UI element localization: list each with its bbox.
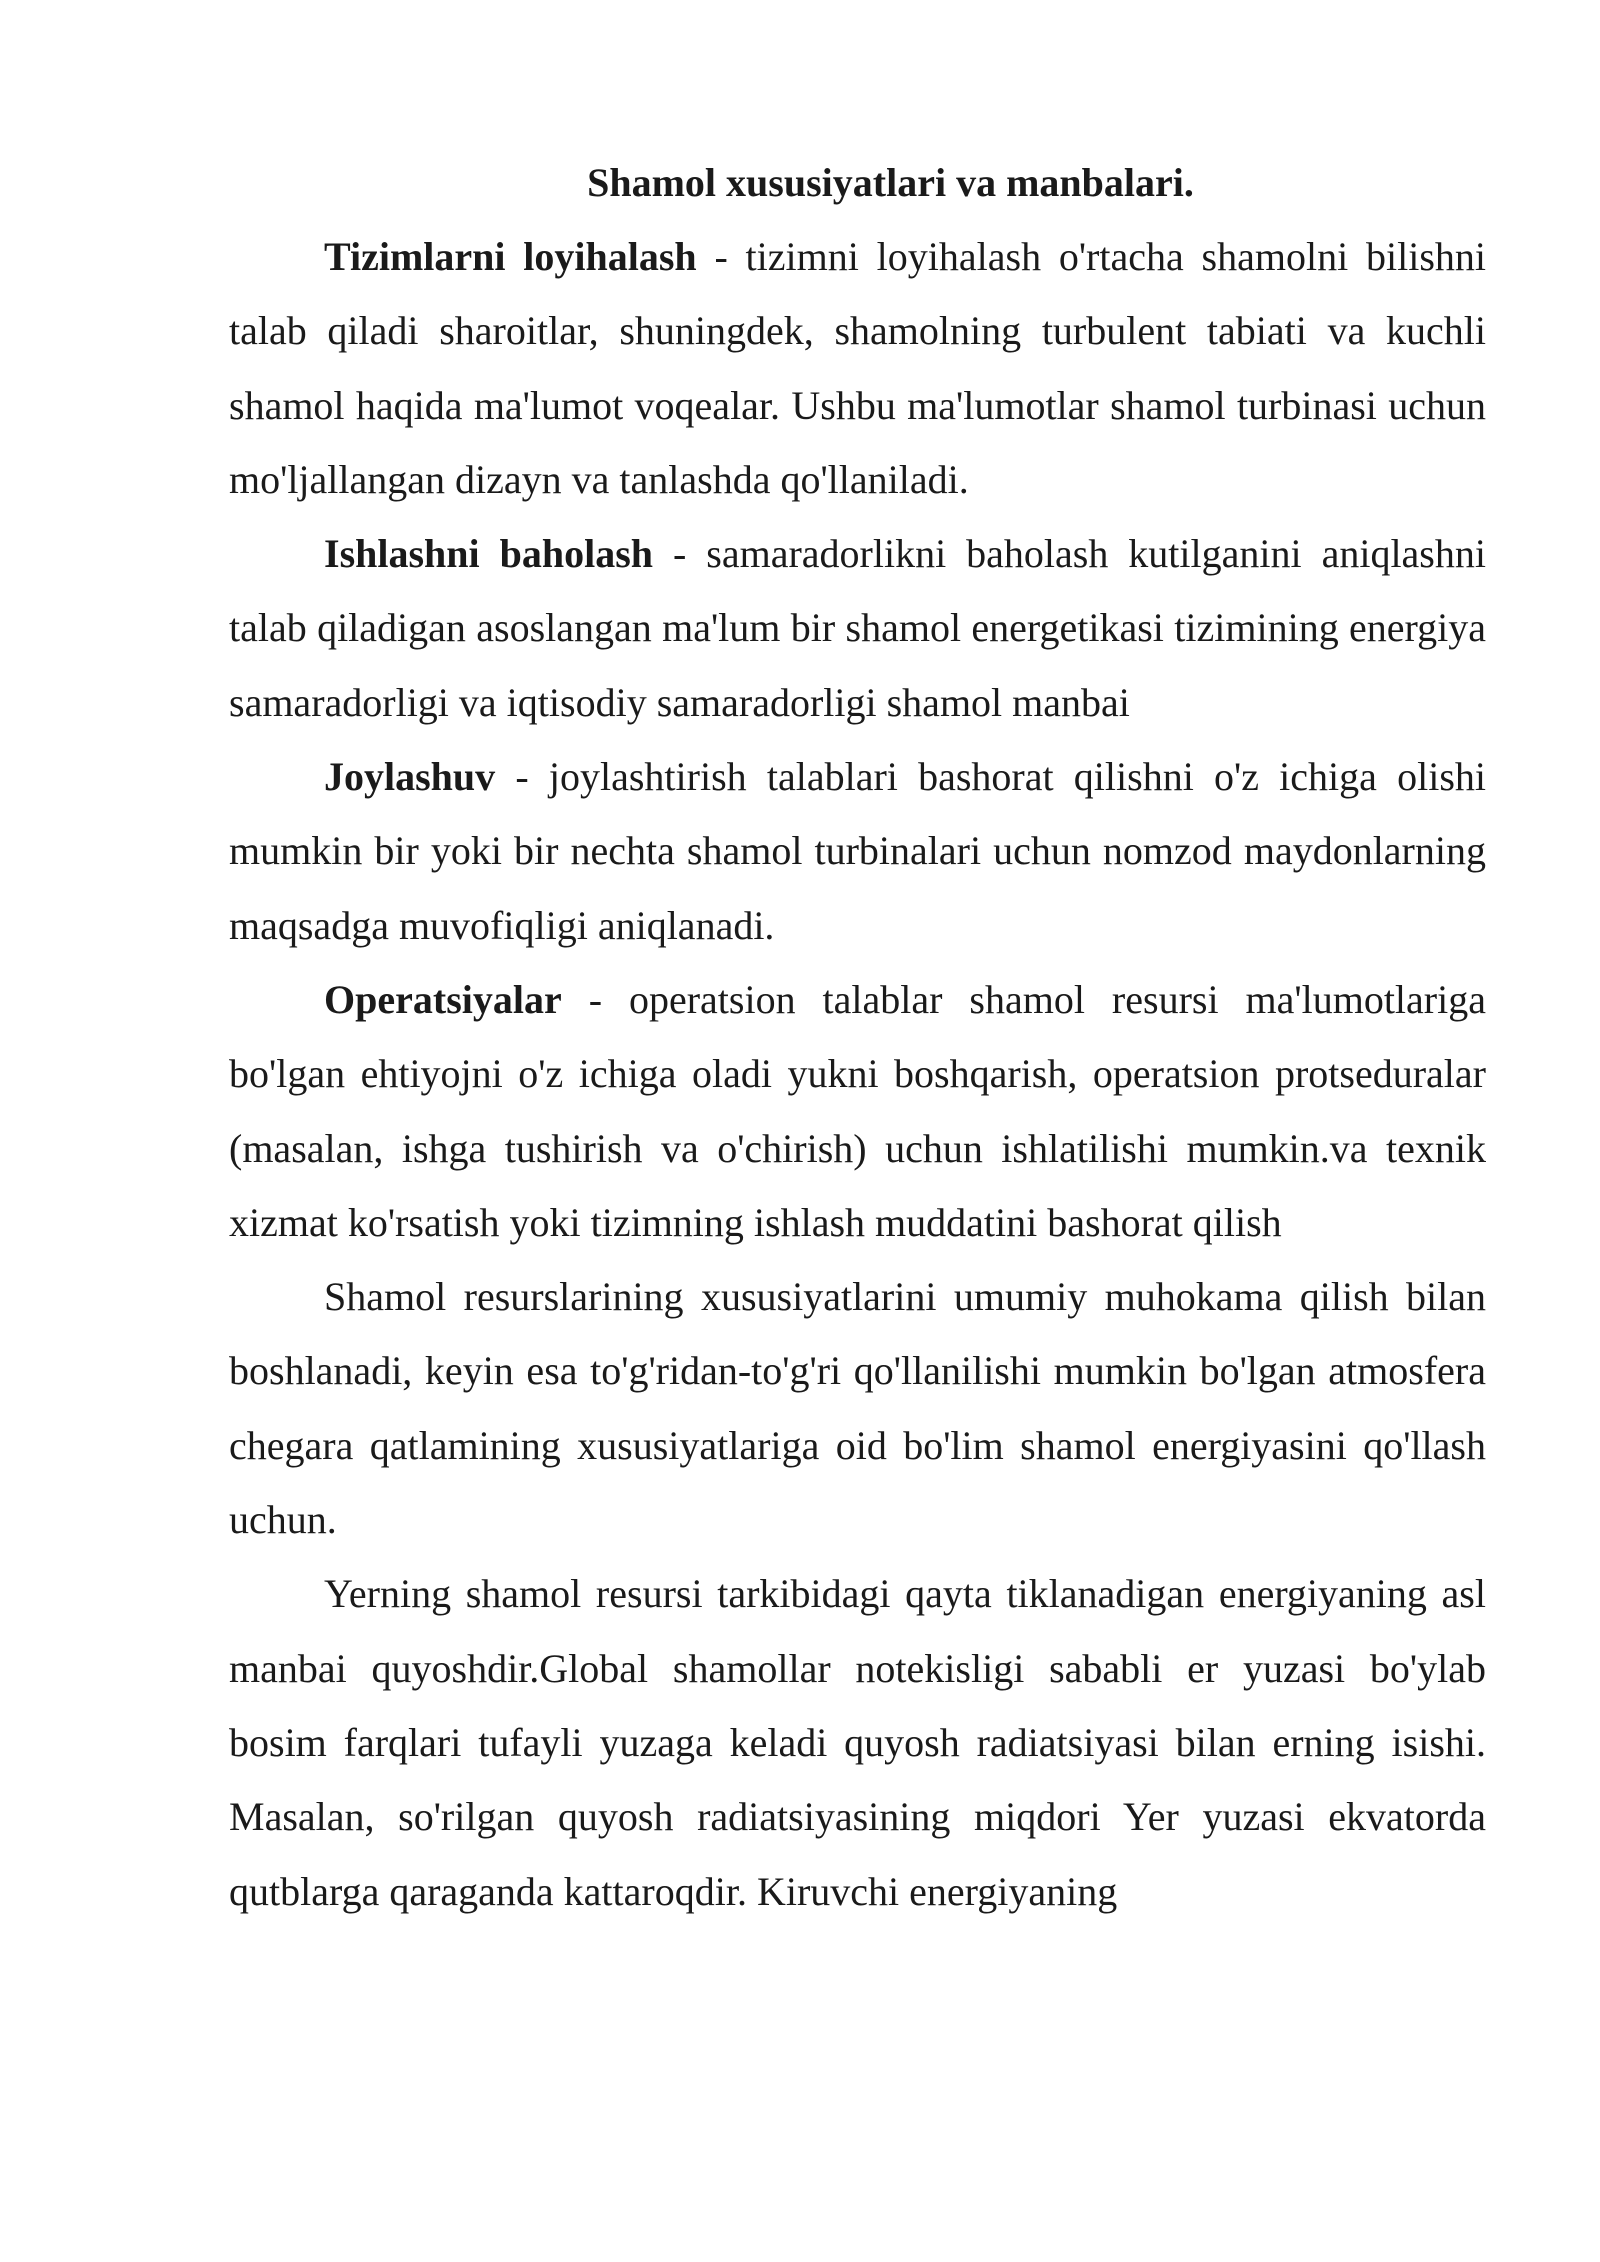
- paragraph-text: - joylashtirish talablari bashorat qilishni o'z ichiga olishi mumkin bir yoki bir nechta shamol turbinalari uchun nomzod maydonlarning maqsadga muvofiqligi aniqlanadi.: [229, 754, 1486, 948]
- paragraph-siting: [229, 740, 1486, 963]
- paragraph-systems-design: [229, 220, 1486, 517]
- paragraph-resource-characteristics: [229, 1260, 1486, 1557]
- paragraph-performance-assessment: [229, 517, 1486, 740]
- paragraph-term: Joylashuv: [324, 754, 496, 800]
- paragraph-text: Shamol resurslarining xususiyatlarini umumiy muhokama qilish bilan boshlanadi, keyin esa to'g'ridan-to'g'ri qo'llanilishi mumkin bo'lgan atmosfera chegara qatlamining xususiyatlariga oid bo'lim shamol energiyasini qo'llash uchun.: [229, 1274, 1486, 1543]
- paragraph-wind-source: [229, 1557, 1486, 1928]
- paragraph-text: - samaradorlikni baholash kutilganini aniqlashni talab qiladigan asoslangan ma'lum bir shamol energetikasi tizimining energiya samaradorligi va iqtisodiy samaradorligi shamol manbai: [229, 531, 1486, 725]
- document-body: [229, 146, 1486, 1929]
- paragraph-operations: [229, 963, 1486, 1260]
- paragraph-text: Yerning shamol resursi tarkibidagi qayta tiklanadigan energiyaning asl manbai quyoshdir.Global shamollar notekisligi sababli er yuzasi bo'ylab bosim farqlari tufayli yuzaga keladi quyosh radiatsiyasi bilan erning isishi. Masalan, so'rilgan quyosh radiatsiyasining miqdori Yer yuzasi ekvatorda qutblarga qaraganda kattaroqdir. Kiruvchi energiyaning: [229, 1571, 1486, 1914]
- paragraph-term: Ishlashni baholash: [324, 531, 654, 577]
- paragraph-term: Tizimlarni loyihalash: [324, 234, 697, 279]
- paragraph-text: - tizimni loyihalash o'rtacha shamolni bilishni talab qiladi sharoitlar, shuningdek, shamolning turbulent tabiati va kuchli shamol haqida ma'lumot voqealar. Ushbu ma'lumotlar shamol turbinasi uchun mo'ljallangan dizayn va tanlashda qo'llaniladi.: [229, 234, 1486, 502]
- paragraph-term: Operatsiyalar: [324, 976, 562, 1022]
- document-title: Shamol xususiyatlari va manbalari.: [587, 160, 1194, 205]
- paragraph-text: - operatsion talablar shamol resursi ma'lumotlariga bo'lgan ehtiyojni o'z ichiga oladi yukni boshqarish, operatsion protseduralar (masalan, ishga tushirish va o'chirish) uchun ishlatilishi mumkin.va texnik xizmat ko'rsatish yoki tizimning ishlash muddatini bashorat qilish: [229, 976, 1486, 1245]
